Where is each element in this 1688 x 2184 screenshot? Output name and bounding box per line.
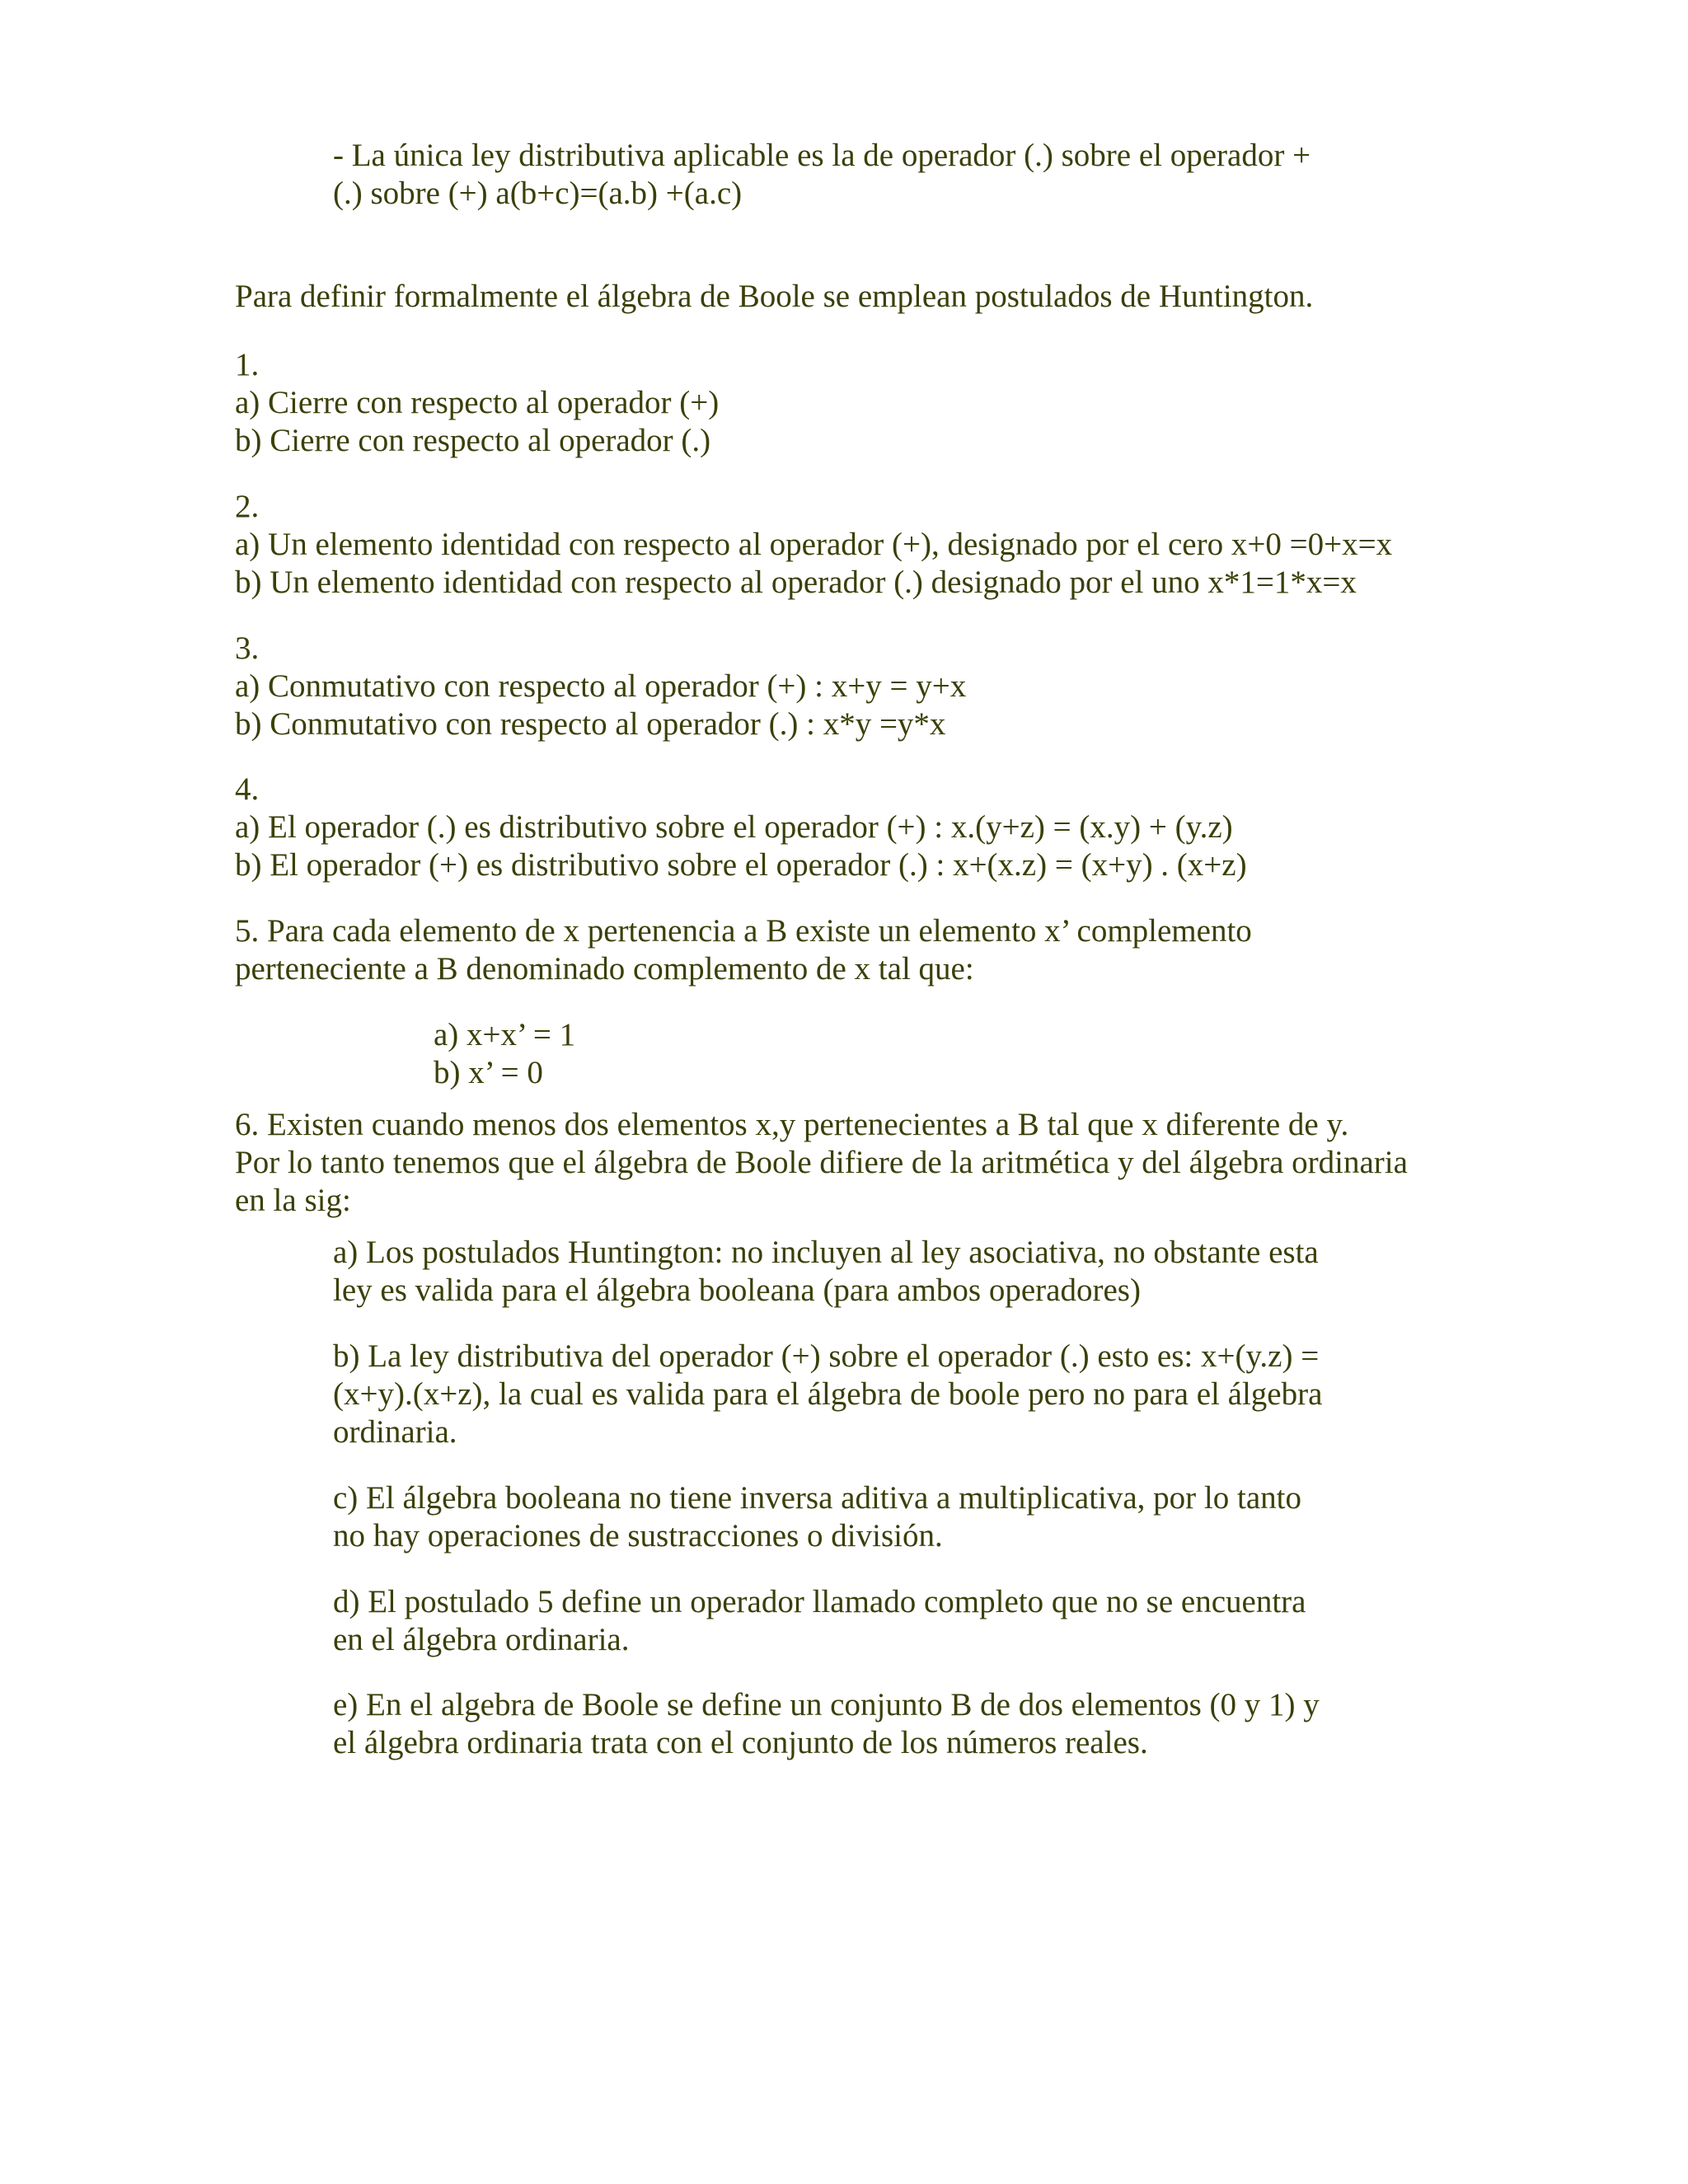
postulate-5-item: a) x+x’ = 1 [434,1017,576,1052]
postulate-item: b) Un elemento identidad con respecto al operador (.) designado por el uno x*1=1*x=x [235,565,1357,600]
postulate-item: a) Cierre con respecto al operador (+) [235,385,720,420]
postulate-5-line: perteneciente a B denominado complemento de x tal que: [235,951,974,987]
postulate-5-line: 5. Para cada elemento de x pertenencia a B existe un elemento x’ complemento [235,913,1252,949]
intro-line: - La única ley distributiva aplicable es la de operador (.) sobre el operador + [333,138,1311,173]
difference-item: a) Los postulados Huntington: no incluyen al ley asociativa, no obstante esta [333,1235,1319,1270]
postulate-item: a) El operador (.) es distributivo sobre el operador (+) : x.(y+z) = (x.y) + (y.z) [235,809,1233,845]
postulate-item: b) El operador (+) es distributivo sobre el operador (.) : x+(x.z) = (x+y) . (x+z) [235,847,1247,883]
postulate-number: 1. [235,347,260,382]
postulate-item: b) Conmutativo con respecto al operador (.) : x*y =y*x [235,706,946,742]
postulate-item: b) Cierre con respecto al operador (.) [235,423,711,458]
postulate-item: a) Un elemento identidad con respecto al operador (+), designado por el cero x+0 =0+x=x [235,527,1393,562]
postulate-number: 2. [235,489,260,524]
postulate-number: 3. [235,630,260,666]
postulate-6-line: 6. Existen cuando menos dos elementos x,y pertenecientes a B tal que x diferente de y. [235,1107,1349,1142]
postulate-6-line: en la sig: [235,1183,351,1218]
postulate-number: 4. [235,771,260,807]
postulate-6-line: Por lo tanto tenemos que el álgebra de Boole difiere de la aritmética y del álgebra ordinaria [235,1145,1408,1180]
difference-item: e) En el algebra de Boole se define un conjunto B de dos elementos (0 y 1) y [333,1687,1320,1722]
difference-item: el álgebra ordinaria trata con el conjunto de los números reales. [333,1725,1148,1760]
difference-item: ordinaria. [333,1414,457,1450]
postulate-5-item: b) x’ = 0 [434,1055,543,1090]
postulate-item: a) Conmutativo con respecto al operador (+) : x+y = y+x [235,668,967,704]
difference-item: d) El postulado 5 define un operador llamado completo que no se encuentra [333,1584,1306,1619]
difference-item: b) La ley distributiva del operador (+) sobre el operador (.) esto es: x+(y.z) = [333,1338,1320,1374]
difference-item: c) El álgebra booleana no tiene inversa aditiva a multiplicativa, por lo tanto [333,1480,1301,1516]
difference-item: (x+y).(x+z), la cual es valida para el álgebra de boole pero no para el álgebra [333,1376,1323,1412]
section-heading: Para definir formalmente el álgebra de Boole se emplean postulados de Huntington. [235,279,1314,314]
difference-item: no hay operaciones de sustracciones o división. [333,1518,943,1554]
intro-line: (.) sobre (+) a(b+c)=(a.b) +(a.c) [333,176,743,211]
difference-item: ley es valida para el álgebra booleana (para ambos operadores) [333,1272,1141,1308]
difference-item: en el álgebra ordinaria. [333,1622,630,1657]
